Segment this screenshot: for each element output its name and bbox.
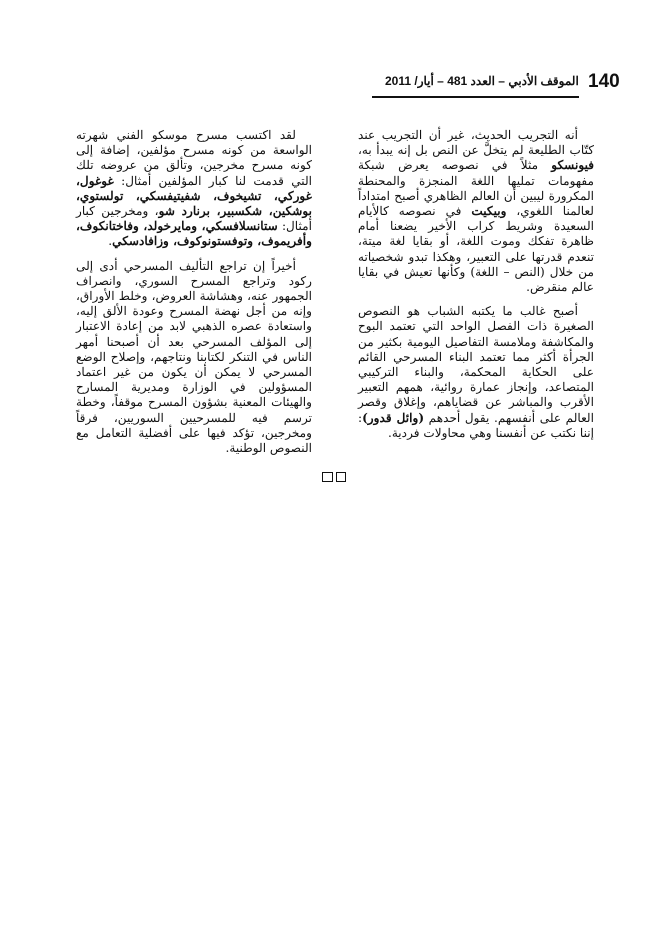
right-column	[358, 128, 594, 450]
text-run: مثلاً في نصوصه يعرض شبكة مفهومات تمليها اللغة المنجزة والمحنطة المكرورة ليبين أن العالم الظاهري أصبح امتداداً لعالمنا اللغوي،	[358, 158, 594, 219]
text-run: لقد اكتسب مسرح موسكو الفني شهرته الواسعة من كونه مسرح مؤلفين، إضافة إلى كونه مسرح مخرجين، وتألق من عروضه تلك التي قدمت لنا كبار المؤلفين أمثال:	[76, 128, 312, 188]
text-run: : إننا نكتب عن أنفسنا وهي محاولات فردية.	[358, 410, 594, 440]
text-run: .	[108, 234, 113, 249]
bold-name-run: غوغول، غوركي، تشيخوف، شفيتيفسكي، تولستوي، بوشكين، شكسبير، برنارد شو	[76, 173, 312, 219]
left-column	[76, 128, 312, 465]
text-run: ، ومخرجين كبار أمثال:	[76, 204, 312, 234]
bold-name-run: ستانسلافسكي، ومايرخولد، وفاختانكوف، وأفريموف، وتوفستونوكوف، وزافادسكي	[76, 219, 312, 249]
text-run: في نصوصه كالأيام السعيدة وشريط كراب الأخير يضعنا أمام ظاهرة تفكك وموت اللغة، أو بقايا لغة ميتة، تنعدم قدرتها على التعبير، وهكذا تبدو شخصياته من خلال (النص – اللغة) وكأنها تعيش في بقايا عالم منقرض.	[358, 204, 594, 295]
paragraph	[76, 128, 312, 250]
bold-name-run: (وائل قدور)	[362, 410, 425, 425]
text-run: أخيراً إن تراجع التأليف المسرحي أدى إلى ركود وتراجع المسرح السوري، وانصراف الجمهور عنه، وهشاشة العروض، وخلط الأوراق، وإنه من أجل نهضة المسرح وعودة الألق إليه، واستعادة عصره الذهبي لابد من إعادة الاعتبار إلى المؤلف المسرحي بعد أن أصبحنا أمهر الناس في التنكر لكتابنا ونتاجهم، وإصلاح الوضع المسرحي لا يمكن أن يكون من غير اعتماد المسؤولين في الوزارة ومديرية المسارح والهيئات المعنية بشؤون المسرح موقفاً، وخطة ترسم فيه للمسرحيين السوريين، فرقاً ومخرجين، تؤكد فيها على أفضلية التعامل مع النصوص الوطنية.	[76, 258, 312, 456]
square-icon	[336, 472, 347, 482]
bold-name-run: فيونسكو	[551, 158, 594, 173]
end-of-article-mark-icon	[322, 472, 346, 482]
paragraph	[358, 128, 594, 295]
header-rule	[372, 96, 579, 98]
paragraph	[358, 304, 594, 441]
page-number: 140	[588, 71, 620, 92]
square-icon	[322, 472, 333, 482]
running-head: الموقف الأدبي – العدد 481 – أيار/ 2011	[385, 74, 579, 88]
paragraph	[76, 259, 312, 457]
text-run: أنه التجريب الحديث، غير أن التجريب عند كتّاب الطليعة لم يتخلَّ عن النص بل إنه يبدأ به،	[358, 128, 594, 158]
text-run: أصبح غالب ما يكتبه الشباب هو النصوص الصغيرة ذات الفصل الواحد التي تعتمد البوح والمكاشفة وملامسة التفاصيل اليومية بكثير من الجرأة أكثر مما تعتمد البناء المسرحي القائم على الحكاية المحكمة، والبناء التركيبي المتصاعد، وإنجاز عمارة روائية، همهم التعبير الأقرب والمباشر عن قضاياهم، وإغلاق وقصر العالم على أنفسهم. يقول أحدهم	[358, 304, 594, 425]
bold-name-run: وبيكيت	[471, 204, 507, 219]
